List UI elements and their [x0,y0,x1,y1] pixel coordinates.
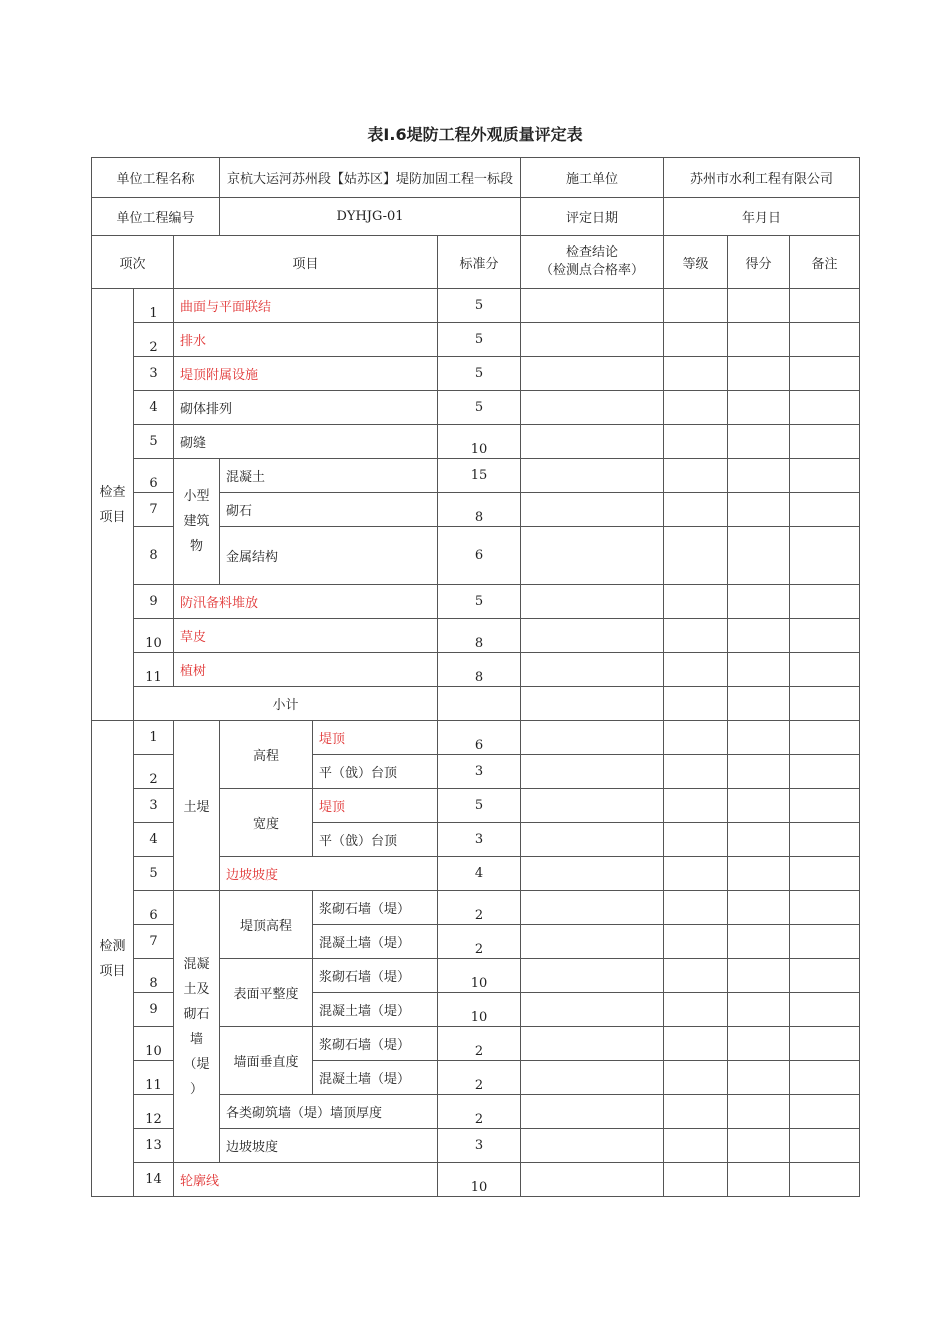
date-value: 年月日 [664,198,860,236]
header-grade: 等级 [664,236,728,289]
row-grade[interactable] [664,857,728,891]
row-grade[interactable] [664,721,728,755]
row-item: 边坡坡度 [220,1129,438,1163]
row-note[interactable] [790,323,860,357]
row-item: 混凝土墙（堤） [313,925,438,959]
row-result[interactable] [521,721,664,755]
row-score[interactable] [728,857,790,891]
row-std: 8 [438,653,521,687]
header-result-line2: （检测点合格率） [540,263,645,278]
unit-name-label: 单位工程名称 [92,158,220,198]
row-no: 7 [134,925,174,959]
row-result[interactable] [521,891,664,925]
row-score[interactable] [728,687,790,721]
row-score[interactable] [728,1129,790,1163]
row-std: 2 [438,1027,521,1061]
row-note[interactable] [790,1061,860,1095]
row-std: 5 [438,357,521,391]
verticality-label: 墙面垂直度 [220,1027,313,1095]
row-item: 浆砌石墙（堤） [313,959,438,993]
row-item: 各类砌筑墙（堤）墙顶厚度 [220,1095,438,1129]
row-note[interactable] [790,1129,860,1163]
row-note[interactable] [790,789,860,823]
row-item: 边坡坡度 [220,857,438,891]
row-result[interactable] [521,323,664,357]
row-note[interactable] [790,619,860,653]
row-no: 9 [134,585,174,619]
row-item: 防汛备料堆放 [174,585,438,619]
row-grade[interactable] [664,459,728,493]
row-grade[interactable] [664,959,728,993]
table-row [92,891,860,925]
row-score[interactable] [728,391,790,425]
row-score[interactable] [728,755,790,789]
row-result[interactable] [521,391,664,425]
row-std: 3 [438,823,521,857]
row-item: 混凝土 [220,459,438,493]
row-result[interactable] [521,823,664,857]
row-no: 2 [134,755,174,789]
subtotal-row [92,687,860,721]
row-grade[interactable] [664,1163,728,1197]
row-grade[interactable] [664,1095,728,1129]
row-std: 6 [438,527,521,585]
row-score[interactable] [728,425,790,459]
row-score[interactable] [728,1095,790,1129]
row-score[interactable] [728,493,790,527]
row-score[interactable] [728,289,790,323]
row-note[interactable] [790,721,860,755]
row-std: 3 [438,755,521,789]
row-score[interactable] [728,823,790,857]
row-note[interactable] [790,1095,860,1129]
row-result[interactable] [521,527,664,585]
row-result[interactable] [521,789,664,823]
row-std: 10 [438,993,521,1027]
header-no: 项次 [92,236,174,289]
row-item: 曲面与平面联结 [174,289,438,323]
table-row [92,619,860,653]
row-result[interactable] [521,925,664,959]
row-note[interactable] [790,425,860,459]
row-no: 10 [134,1027,174,1061]
row-grade[interactable] [664,925,728,959]
row-item: 浆砌石墙（堤） [313,1027,438,1061]
row-grade[interactable] [664,1129,728,1163]
row-result[interactable] [521,289,664,323]
row-grade[interactable] [664,619,728,653]
row-note[interactable] [790,493,860,527]
row-result[interactable] [521,1129,664,1163]
evaluation-table [91,157,860,1197]
row-grade[interactable] [664,687,728,721]
row-std: 4 [438,857,521,891]
row-item: 砌缝 [174,425,438,459]
row-score[interactable] [728,527,790,585]
table-row [92,391,860,425]
row-result[interactable] [521,959,664,993]
table-row [92,1163,860,1197]
table-row [92,459,860,493]
row-std: 10 [438,1163,521,1197]
table-row [92,323,860,357]
row-no: 11 [134,1061,174,1095]
row-no: 14 [134,1163,174,1197]
header-result [521,236,664,289]
row-grade[interactable] [664,357,728,391]
unit-name-value: 京杭大运河苏州段【姑苏区】堤防加固工程一标段 [220,158,521,198]
row-no: 10 [134,619,174,653]
table-row [92,425,860,459]
unit-code-value: DYHJG-01 [220,198,521,236]
row-item: 混凝土墙（堤） [313,993,438,1027]
row-item: 砌石 [220,493,438,527]
row-std: 2 [438,925,521,959]
row-result[interactable] [521,619,664,653]
row-score[interactable] [728,619,790,653]
row-score[interactable] [728,323,790,357]
row-std: 8 [438,619,521,653]
row-item: 植树 [174,653,438,687]
measurement-group-label: 检测 项目 [92,721,134,1197]
row-score[interactable] [728,459,790,493]
row-no: 11 [134,653,174,687]
row-grade[interactable] [664,585,728,619]
row-grade[interactable] [664,289,728,323]
subtotal-label: 小计 [134,687,438,721]
row-no: 3 [134,357,174,391]
row-grade[interactable] [664,493,728,527]
row-std: 10 [438,959,521,993]
header-result-line1: 检查结论 [566,245,619,260]
row-note[interactable] [790,585,860,619]
row-grade[interactable] [664,789,728,823]
row-grade[interactable] [664,653,728,687]
row-note[interactable] [790,527,860,585]
row-score[interactable] [728,357,790,391]
inspection-group-label: 检查 项目 [92,289,134,721]
row-score[interactable] [728,993,790,1027]
width-label: 宽度 [220,789,313,857]
row-std: 5 [438,585,521,619]
date-label: 评定日期 [521,198,664,236]
row-score[interactable] [728,925,790,959]
row-score[interactable] [728,959,790,993]
row-score[interactable] [728,1027,790,1061]
row-no: 3 [134,789,174,823]
row-item: 堤顶 [313,789,438,823]
row-score[interactable] [728,891,790,925]
header-item: 项目 [174,236,438,289]
row-note[interactable] [790,289,860,323]
row-grade[interactable] [664,425,728,459]
row-note[interactable] [790,925,860,959]
table-row [92,585,860,619]
row-grade[interactable] [664,323,728,357]
row-no: 1 [134,289,174,323]
row-item: 排水 [174,323,438,357]
row-result[interactable] [521,1163,664,1197]
row-item: 堤顶 [313,721,438,755]
info-row-1 [92,158,860,198]
row-std: 6 [438,721,521,755]
row-grade[interactable] [664,755,728,789]
header-note: 备注 [790,236,860,289]
row-result[interactable] [521,357,664,391]
row-std: 10 [438,425,521,459]
row-item: 堤顶附属设施 [174,357,438,391]
row-no: 5 [134,857,174,891]
wall-dike-label: 混凝 土及 砌石 墙 （堤 ） [174,891,220,1163]
row-note[interactable] [790,1163,860,1197]
earth-dike-label: 土堤 [174,721,220,891]
row-grade[interactable] [664,391,728,425]
row-no: 5 [134,425,174,459]
row-note[interactable] [790,857,860,891]
row-result[interactable] [521,687,664,721]
row-result[interactable] [521,585,664,619]
row-score[interactable] [728,1163,790,1197]
row-result[interactable] [521,425,664,459]
row-no: 9 [134,993,174,1027]
row-no: 12 [134,1095,174,1129]
row-grade[interactable] [664,527,728,585]
table-row [92,653,860,687]
row-result[interactable] [521,1027,664,1061]
row-item: 平（戗）台顶 [313,823,438,857]
row-grade[interactable] [664,993,728,1027]
row-no: 4 [134,391,174,425]
row-score[interactable] [728,789,790,823]
row-note[interactable] [790,1027,860,1061]
row-std: 5 [438,289,521,323]
row-item: 浆砌石墙（堤） [313,891,438,925]
row-grade[interactable] [664,823,728,857]
table-row [92,289,860,323]
row-std: 2 [438,1061,521,1095]
contractor-value: 苏州市水利工程有限公司 [664,158,860,198]
row-note[interactable] [790,755,860,789]
row-result[interactable] [521,755,664,789]
row-std: 15 [438,459,521,493]
row-std: 3 [438,1129,521,1163]
row-grade[interactable] [664,1061,728,1095]
row-score[interactable] [728,721,790,755]
elevation-label: 高程 [220,721,313,789]
row-note[interactable] [790,357,860,391]
row-score[interactable] [728,1061,790,1095]
row-result[interactable] [521,857,664,891]
row-grade[interactable] [664,891,728,925]
subtotal-std[interactable] [438,687,521,721]
row-result[interactable] [521,459,664,493]
row-score[interactable] [728,653,790,687]
row-std: 5 [438,789,521,823]
row-item: 平（戗）台顶 [313,755,438,789]
row-note[interactable] [790,959,860,993]
row-item: 砌体排列 [174,391,438,425]
row-no: 13 [134,1129,174,1163]
row-no: 1 [134,721,174,755]
info-row-2 [92,198,860,236]
row-note[interactable] [790,391,860,425]
row-note[interactable] [790,687,860,721]
row-std: 8 [438,493,521,527]
row-item: 混凝土墙（堤） [313,1061,438,1095]
row-note[interactable] [790,459,860,493]
table-row [92,721,860,755]
row-result[interactable] [521,493,664,527]
row-result[interactable] [521,993,664,1027]
row-no: 2 [134,323,174,357]
top-elevation-label: 堤顶高程 [220,891,313,959]
row-grade[interactable] [664,1027,728,1061]
row-no: 8 [134,527,174,585]
row-note[interactable] [790,823,860,857]
row-result[interactable] [521,1061,664,1095]
header-score: 得分 [728,236,790,289]
row-no: 7 [134,493,174,527]
row-note[interactable] [790,653,860,687]
row-no: 8 [134,959,174,993]
row-note[interactable] [790,993,860,1027]
row-note[interactable] [790,891,860,925]
row-std: 5 [438,391,521,425]
row-no: 4 [134,823,174,857]
row-std: 2 [438,1095,521,1129]
unit-code-label: 单位工程编号 [92,198,220,236]
row-no: 6 [134,459,174,493]
table-header [92,236,860,289]
row-item: 金属结构 [220,527,438,585]
flatness-label: 表面平整度 [220,959,313,1027]
small-building-label: 小型 建筑 物 [174,459,220,585]
row-no: 6 [134,891,174,925]
row-result[interactable] [521,1095,664,1129]
header-std: 标准分 [438,236,521,289]
page-title: 表I.6堤防工程外观质量评定表 [367,125,583,144]
row-std: 2 [438,891,521,925]
row-std: 5 [438,323,521,357]
row-item: 轮廓线 [174,1163,438,1197]
row-score[interactable] [728,585,790,619]
contractor-label: 施工单位 [521,158,664,198]
row-item: 草皮 [174,619,438,653]
table-row [92,357,860,391]
row-result[interactable] [521,653,664,687]
